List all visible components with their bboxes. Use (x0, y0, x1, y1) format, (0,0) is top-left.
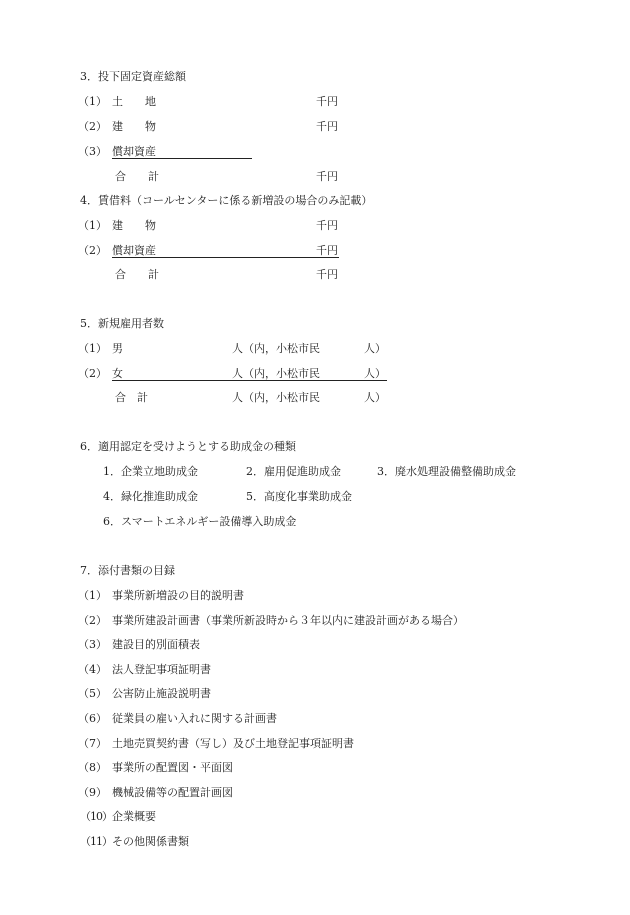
attachment-item-text: 事業所の配置図・平面図 (112, 761, 233, 774)
s5-total-end: 人） (364, 391, 386, 404)
attachment-item-num: （9） (78, 786, 107, 799)
section-5-heading: 5．新規雇用者数 (80, 317, 164, 330)
attachment-item-text: 機械設備等の配置計画図 (112, 786, 233, 799)
attachment-item-text: 法人登記事項証明書 (112, 663, 211, 676)
s3-row-3-underline (112, 158, 252, 159)
s3-row-2-label: 建 物 (112, 120, 156, 133)
subsidy-option-6: 6．スマートエネルギー設備導入助成金 (103, 515, 297, 528)
s5-row-2-num: （2） (78, 367, 107, 380)
s4-total-label: 合 計 (115, 268, 159, 281)
s3-row-3-num: （3） (78, 145, 107, 158)
s5-total-mid: 人（内，小松市民 (232, 391, 320, 404)
s4-row-2-unit: 千円 (316, 244, 338, 257)
s5-total-label: 合 計 (115, 391, 148, 404)
s3-total-unit: 千円 (316, 170, 338, 183)
s3-row-3-label: 償却資産 (112, 145, 156, 158)
attachment-item-num: （8） (78, 761, 107, 774)
attachment-item-num: （3） (78, 638, 107, 651)
s3-row-2-num: （2） (78, 120, 107, 133)
attachment-item-text: 事業所新増設の目的説明書 (112, 589, 244, 602)
s5-row-1-label: 男 (112, 342, 123, 355)
s4-row-1-label: 建 物 (112, 219, 156, 232)
attachment-item-text: 公害防止施設説明書 (112, 687, 211, 700)
attachment-item-text: 事業所建設計画書（事業所新設時から３年以内に建設計画がある場合） (112, 614, 464, 627)
attachment-item-text: 建設目的別面積表 (112, 638, 200, 651)
s3-total-label: 合 計 (115, 170, 159, 183)
section-4-heading: 4．賃借料（コールセンターに係る新増設の場合のみ記載） (80, 194, 373, 207)
s5-row-2-end: 人） (364, 367, 386, 380)
attachment-item-num: （2） (78, 614, 107, 627)
s4-row-1-num: （1） (78, 219, 107, 232)
s3-row-1-num: （1） (78, 95, 107, 108)
s4-row-2-underline (112, 257, 339, 258)
s4-row-2-label: 償却資産 (112, 244, 156, 257)
attachment-item-num: （7） (78, 737, 107, 750)
s3-row-1-label: 土 地 (112, 95, 156, 108)
subsidy-option-2: 2．雇用促進助成金 (246, 465, 341, 478)
subsidy-option-4: 4．緑化推進助成金 (103, 490, 198, 503)
attachment-item-num: （1） (78, 589, 107, 602)
section-7-heading: 7．添付書類の目録 (80, 564, 175, 577)
s3-row-2-unit: 千円 (316, 120, 338, 133)
s5-row-2-mid: 人（内，小松市民 (232, 367, 320, 380)
s4-row-2-num: （2） (78, 244, 107, 257)
s4-row-1-unit: 千円 (316, 219, 338, 232)
section-6-heading: 6．適用認定を受けようとする助成金の種類 (80, 440, 296, 453)
attachment-item-num: （5） (78, 687, 107, 700)
section-3-heading: 3．投下固定資産総額 (80, 70, 186, 83)
s5-row-1-end: 人） (364, 342, 386, 355)
subsidy-option-1: 1．企業立地助成金 (103, 465, 198, 478)
s5-row-2-underline (112, 380, 387, 381)
attachment-item-num: （4） (78, 663, 107, 676)
attachment-item-num: （10） (80, 810, 112, 823)
attachment-item-num: （6） (78, 712, 107, 725)
subsidy-option-3: 3．廃水処理設備整備助成金 (377, 465, 516, 478)
attachment-item-num: （11） (80, 835, 112, 848)
s4-total-unit: 千円 (316, 268, 338, 281)
attachment-item-text: 土地売買契約書（写し）及び土地登記事項証明書 (112, 737, 354, 750)
attachment-item-text: 従業員の雇い入れに関する計画書 (112, 712, 277, 725)
s3-row-1-unit: 千円 (316, 95, 338, 108)
s5-row-2-label: 女 (112, 367, 123, 380)
attachment-item-text: 企業概要 (112, 810, 156, 823)
subsidy-option-5: 5．高度化事業助成金 (246, 490, 352, 503)
attachment-item-text: その他関係書類 (112, 835, 189, 848)
s5-row-1-num: （1） (78, 342, 107, 355)
s5-row-1-mid: 人（内，小松市民 (232, 342, 320, 355)
